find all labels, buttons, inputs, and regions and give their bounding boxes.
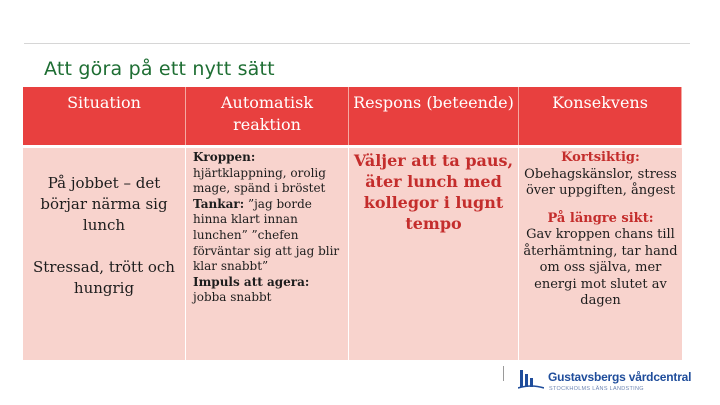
situation-context: På jobbet – det börjar närma sig lunch (40, 174, 168, 234)
gustavsberg-logo (518, 367, 718, 399)
thoughts-text: ”jag borde hinna klart innan lunchen” ”chefen förväntar sig att jag blir klar snabbt” (193, 196, 340, 274)
body-text: hjärtklappning, orolig mage, spänd i bröstet (193, 165, 326, 196)
response-text: Väljer att ta paus, äter lunch med kollegor i lugnt tempo (353, 151, 514, 233)
short-term-text: Obehagskänslor, stress över uppgiften, ångest (524, 166, 677, 198)
footer-divider (503, 366, 504, 381)
response-cell (349, 145, 519, 360)
consequence-cell (519, 145, 682, 360)
impulse-text: jobba snabbt (193, 290, 272, 305)
short-term-label: Kortsiktig: (561, 150, 640, 165)
body-label: Kroppen: (193, 150, 256, 164)
header-automatic-reaction: Automatisk reaktion (186, 87, 349, 145)
logo-subtitle: STOCKHOLMS LÄNS LANDSTING (549, 386, 644, 392)
thoughts-label: Tankar: (193, 196, 245, 211)
header-situation: Situation (23, 87, 186, 145)
long-term-text: Gav kroppen chans till återhämtning, tar hand om oss själva, mer energi mot slutet av dagen (523, 227, 678, 308)
header-consequence: Konsekvens (519, 87, 682, 145)
slide-title: Att göra på ett nytt sätt (44, 58, 275, 80)
situation-cell (23, 145, 186, 360)
long-term-label: På längre sikt: (547, 210, 654, 226)
automatic-reaction-cell (186, 145, 349, 360)
gustavsberg-logo-mark-icon (518, 367, 544, 391)
situation-state: Stressad, trött och hungrig (33, 258, 175, 297)
header-response: Respons (beteende) (349, 87, 519, 145)
logo-name: Gustavsbergs vårdcentral (548, 370, 692, 384)
behavior-table (23, 87, 682, 360)
impulse-label: Impuls att agera: (193, 274, 310, 289)
top-divider (24, 43, 690, 44)
